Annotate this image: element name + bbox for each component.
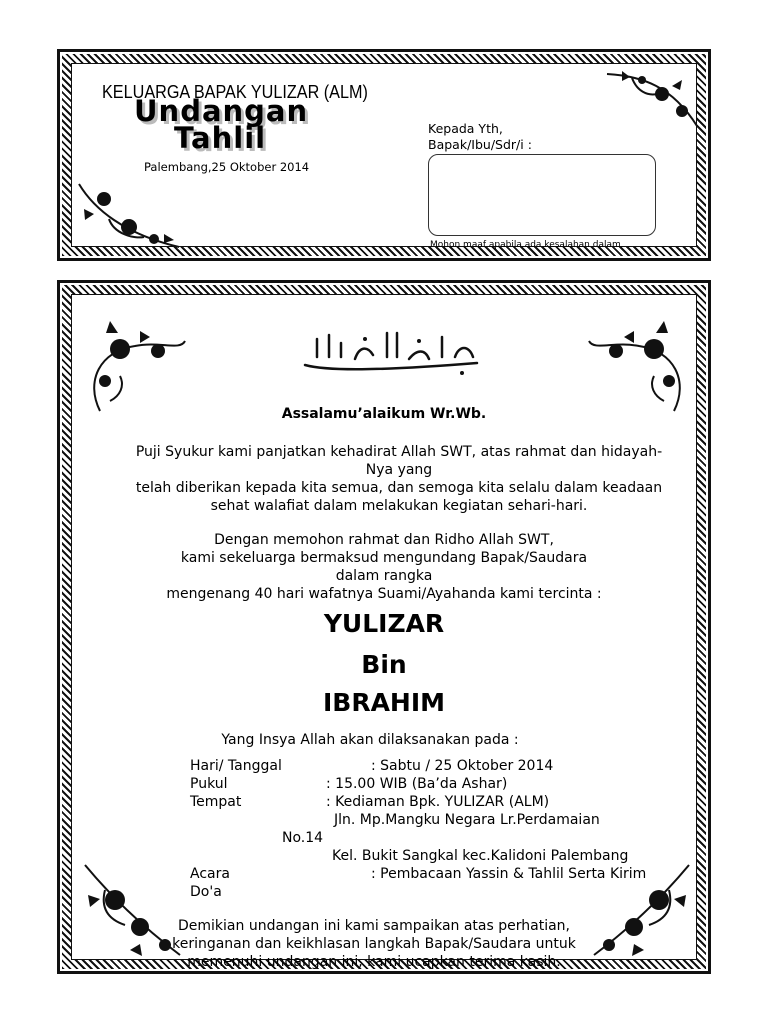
- paragraph-line: Puji Syukur kami panjatkan kehadirat Allah SWT, atas rahmat dan hidayah-: [135, 444, 663, 460]
- floral-corner-icon: [584, 311, 694, 421]
- time-label: Pukul: [190, 776, 228, 792]
- address-line: Jln. Mp.Mangku Negara Lr.Perdamaian: [334, 812, 600, 828]
- paragraph-line: mengenang 40 hari wafatnya Suami/Ayahanda kami tercinta :: [166, 586, 602, 602]
- paragraph-line: kami sekeluarga bermaksud mengundang Bapak/Saudara: [180, 550, 588, 566]
- day-value: : Sabtu / 25 Oktober 2014: [371, 758, 554, 774]
- deceased-name: YULIZAR: [323, 609, 445, 638]
- time-value: : 15.00 WIB (Ba’da Ashar): [326, 776, 508, 792]
- event-value-cont: Do'a: [190, 884, 222, 900]
- bismillah-calligraphy-icon: [297, 327, 487, 377]
- bin-label: Bin: [361, 650, 407, 679]
- invitation-card: [57, 280, 711, 974]
- closing-paragraph: [62, 917, 686, 971]
- paragraph-line: telah diberikan kepada kita semua, dan semoga kita selalu dalam keadaan: [135, 480, 663, 496]
- purpose-paragraph: [72, 531, 696, 603]
- paragraph-line: Dengan memohon rahmat dan Ridho Allah SWT,: [214, 532, 554, 548]
- address-line: Kel. Bukit Sangkal kec.Kalidoni Palembang: [332, 848, 629, 864]
- paragraph-line: memenuhi undangan ini, kami ucapkan terima kasih.: [187, 954, 561, 970]
- place-label: Tempat: [190, 794, 242, 810]
- greeting: Assalamu’alaikum Wr.Wb.: [281, 406, 487, 422]
- event-value: : Pembacaan Yassin & Tahlil Serta Kirim: [371, 866, 647, 882]
- envelope-inner: [71, 63, 697, 250]
- floral-corner-icon: [80, 311, 190, 421]
- recipient-label-line-1: Kepada Yth,: [428, 121, 503, 136]
- title-line-1: Undangan: [134, 94, 309, 128]
- apology-note: Mohon maaf apabila ada kesalahan dalam: [430, 240, 621, 250]
- recipient-address-box[interactable]: [428, 154, 656, 236]
- father-name: IBRAHIM: [322, 688, 446, 717]
- paragraph-line: Demikian undangan ini kami sampaikan atas perhatian,: [178, 918, 570, 934]
- paragraph-line: dalam rangka: [335, 568, 433, 584]
- title-line-2: Tahlil: [174, 121, 267, 155]
- floral-corner-icon: [602, 66, 702, 136]
- address-line: No.14: [282, 830, 324, 846]
- paragraph-line: sehat walafiat dalam melakukan kegiatan sehari-hari.: [210, 498, 588, 514]
- paragraph-line: Nya yang: [365, 462, 433, 478]
- envelope-card: [57, 49, 711, 261]
- family-name: KELUARGA BAPAK YULIZAR (ALM): [102, 82, 368, 102]
- recipient-label: [428, 121, 532, 153]
- place-value: : Kediaman Bpk. YULIZAR (ALM): [326, 794, 550, 810]
- opening-paragraph: [62, 443, 736, 515]
- place-date: Palembang,25 Oktober 2014: [144, 160, 310, 174]
- held-intro: Yang Insya Allah akan dilaksanakan pada :: [221, 732, 519, 748]
- invitation-title: [134, 94, 309, 155]
- recipient-label-line-2: Bapak/Ibu/Sdr/i :: [428, 137, 532, 152]
- event-label: Acara: [190, 866, 230, 882]
- floral-corner-icon: [74, 179, 184, 254]
- invitation-inner: [71, 294, 697, 970]
- day-label: Hari/ Tanggal: [190, 758, 282, 774]
- paragraph-line: keringanan dan keikhlasan langkah Bapak/Saudara untuk: [172, 936, 576, 952]
